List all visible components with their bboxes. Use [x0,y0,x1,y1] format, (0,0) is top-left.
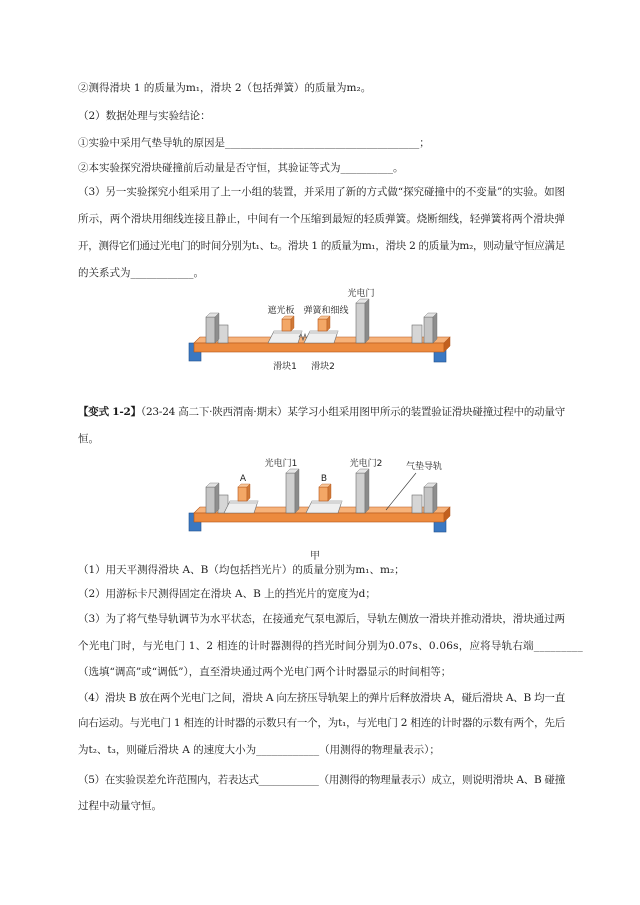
slider-a-plate-side [247,484,250,501]
right-post-side [433,313,437,343]
right-stand [412,313,437,343]
photogate-side [365,299,369,343]
photogate2-post [356,473,365,513]
q3-line: 开，测得它们通过光电门的时间分别为t₁、t₂。滑块 1 的质量为m₁，滑块 2 的质量为m₂，则动量守恒应满足 [78,240,565,252]
left-post-side [215,313,219,343]
figure2-caption: 甲 [310,551,320,562]
left-bumper [218,325,228,343]
q3-line: 所示，两个滑块用细线连接且静止，中间有一个压缩到最短的轻质弹簧。烧断细线，轻弹簧将两个滑块弹 [78,213,565,225]
slider-b-label: B [320,474,328,484]
photogate [356,299,369,343]
variant-q4-line: （4）滑块 B 放在两个光电门之间，滑块 A 向左挤压导轨架上的弹片后释放滑块 A，碰后滑块 A、B 均一直 [78,692,565,704]
variant-intro-line [78,405,565,419]
slider-a [224,484,258,513]
slider1-top [273,331,302,334]
photogate1-post [286,473,295,513]
spring-thread-label: 弹簧和细线 [303,306,349,316]
rail-front [194,513,444,522]
variant-q5-line: 过程中动量守恒。 [78,800,162,812]
slider2 [304,316,338,343]
photogate1-side [295,469,299,513]
left-stand [206,313,228,343]
left-stand [206,483,228,513]
variant-intro-text: （23-24 高二下·陕西渭南·期末）某学习小组采用图甲所示的装置验证滑块碰撞过程中的动量守 [140,406,565,418]
left-post [206,317,215,343]
q2-heading: （2）数据处理与实验结论： [78,110,211,122]
photogate1-label: 光电门1 [264,459,298,469]
slider-a-label: A [239,474,247,484]
q2-item2: ②本实验探究滑块碰撞前后动量是否守恒，其验证等式为__________。 [78,162,404,174]
right-bumper [412,325,422,343]
mass-note: ②测得滑块 1 的质量为m₁，滑块 2（包括弹簧）的质量为m₂。 [78,82,372,94]
left-post-side [215,483,219,513]
variant-q4-line: 向右运动。与光电门 1 相连的计时器的示数只有一个，为t₁，与光电门 2 相连的计时器的示数有两个，先后 [78,717,565,729]
right-stand [412,483,437,513]
slider-b-top [311,501,342,504]
shading-plate-label: 遮光板 [267,306,295,316]
right-post-side [433,483,437,513]
air-track-label: 气垫导轨 [405,462,443,472]
slider2-top [309,331,338,334]
photogate2 [356,469,369,513]
air-track-leader-line [386,473,416,510]
photogate-post [356,303,365,343]
rail-front [194,343,444,352]
slider-b-plate-side [328,484,331,501]
right-post [424,317,433,343]
left-post [206,487,215,513]
variant-q3-line: 个光电门时，与光电门 1、2 相连的计时器测得的挡光时间分别为0.07s、0.06s，应将导轨右端_________ [78,640,583,652]
variant-q3-line: （选填“调高”或“调低”），直至滑块通过两个光电门两个计时器显示的时间相等； [78,666,452,678]
slider1-label: 滑块1 [273,362,297,372]
variant-q3-line: （3）为了将气垫导轨调节为水平状态，在接通充气泵电源后，导轨左侧放一滑块并推动滑块，滑块通过两 [78,613,565,625]
variant-q4-line: 为t₂、t₃，则碰后滑块 A 的速度大小为____________（用测得的物理量表示）； [78,744,440,756]
photogate1 [286,469,299,513]
slider-a-top [229,501,258,504]
slider1-shading-plate [282,319,291,331]
photogate-label: 光电门 [347,289,375,299]
slider-b [306,484,342,513]
figure1-apparatus [180,285,460,377]
figure2-apparatus [180,455,460,563]
q3-line: 的关系式为____________。 [78,267,204,279]
q2-item1: ①实验中采用气垫导轨的原因是_____________________________________； [78,137,430,149]
slider2-shading-plate [318,319,327,331]
variant-tag: 【变式 1-2】 [78,406,141,418]
right-bumper [412,495,422,513]
variant-intro-line: 恒。 [78,433,99,445]
q3-line: （3）另一实验探究小组采用了上一小组的装置，并采用了新的方式做“探究碰撞中的不变量”的实验。如图 [78,186,565,198]
variant-q1: （1）用天平测得滑块 A、B（均包括挡光片）的质量分别为m₁、m₂； [78,564,405,576]
variant-q5-line: （5）在实验误差允许范围内，若表达式____________（用测得的物理量表示）成立，则说明滑块 A、B 碰撞 [78,774,565,786]
photogate2-side [365,469,369,513]
right-post [424,487,433,513]
slider-b-shading-plate [319,487,328,501]
slider2-label: 滑块2 [311,362,335,372]
photogate2-label: 光电门2 [349,459,383,469]
variant-q2: （2）用游标卡尺测得固定在滑块 A、B 上的挡光片的宽度为d； [78,588,376,600]
slider-a-shading-plate [238,487,247,501]
slider1 [268,316,302,343]
